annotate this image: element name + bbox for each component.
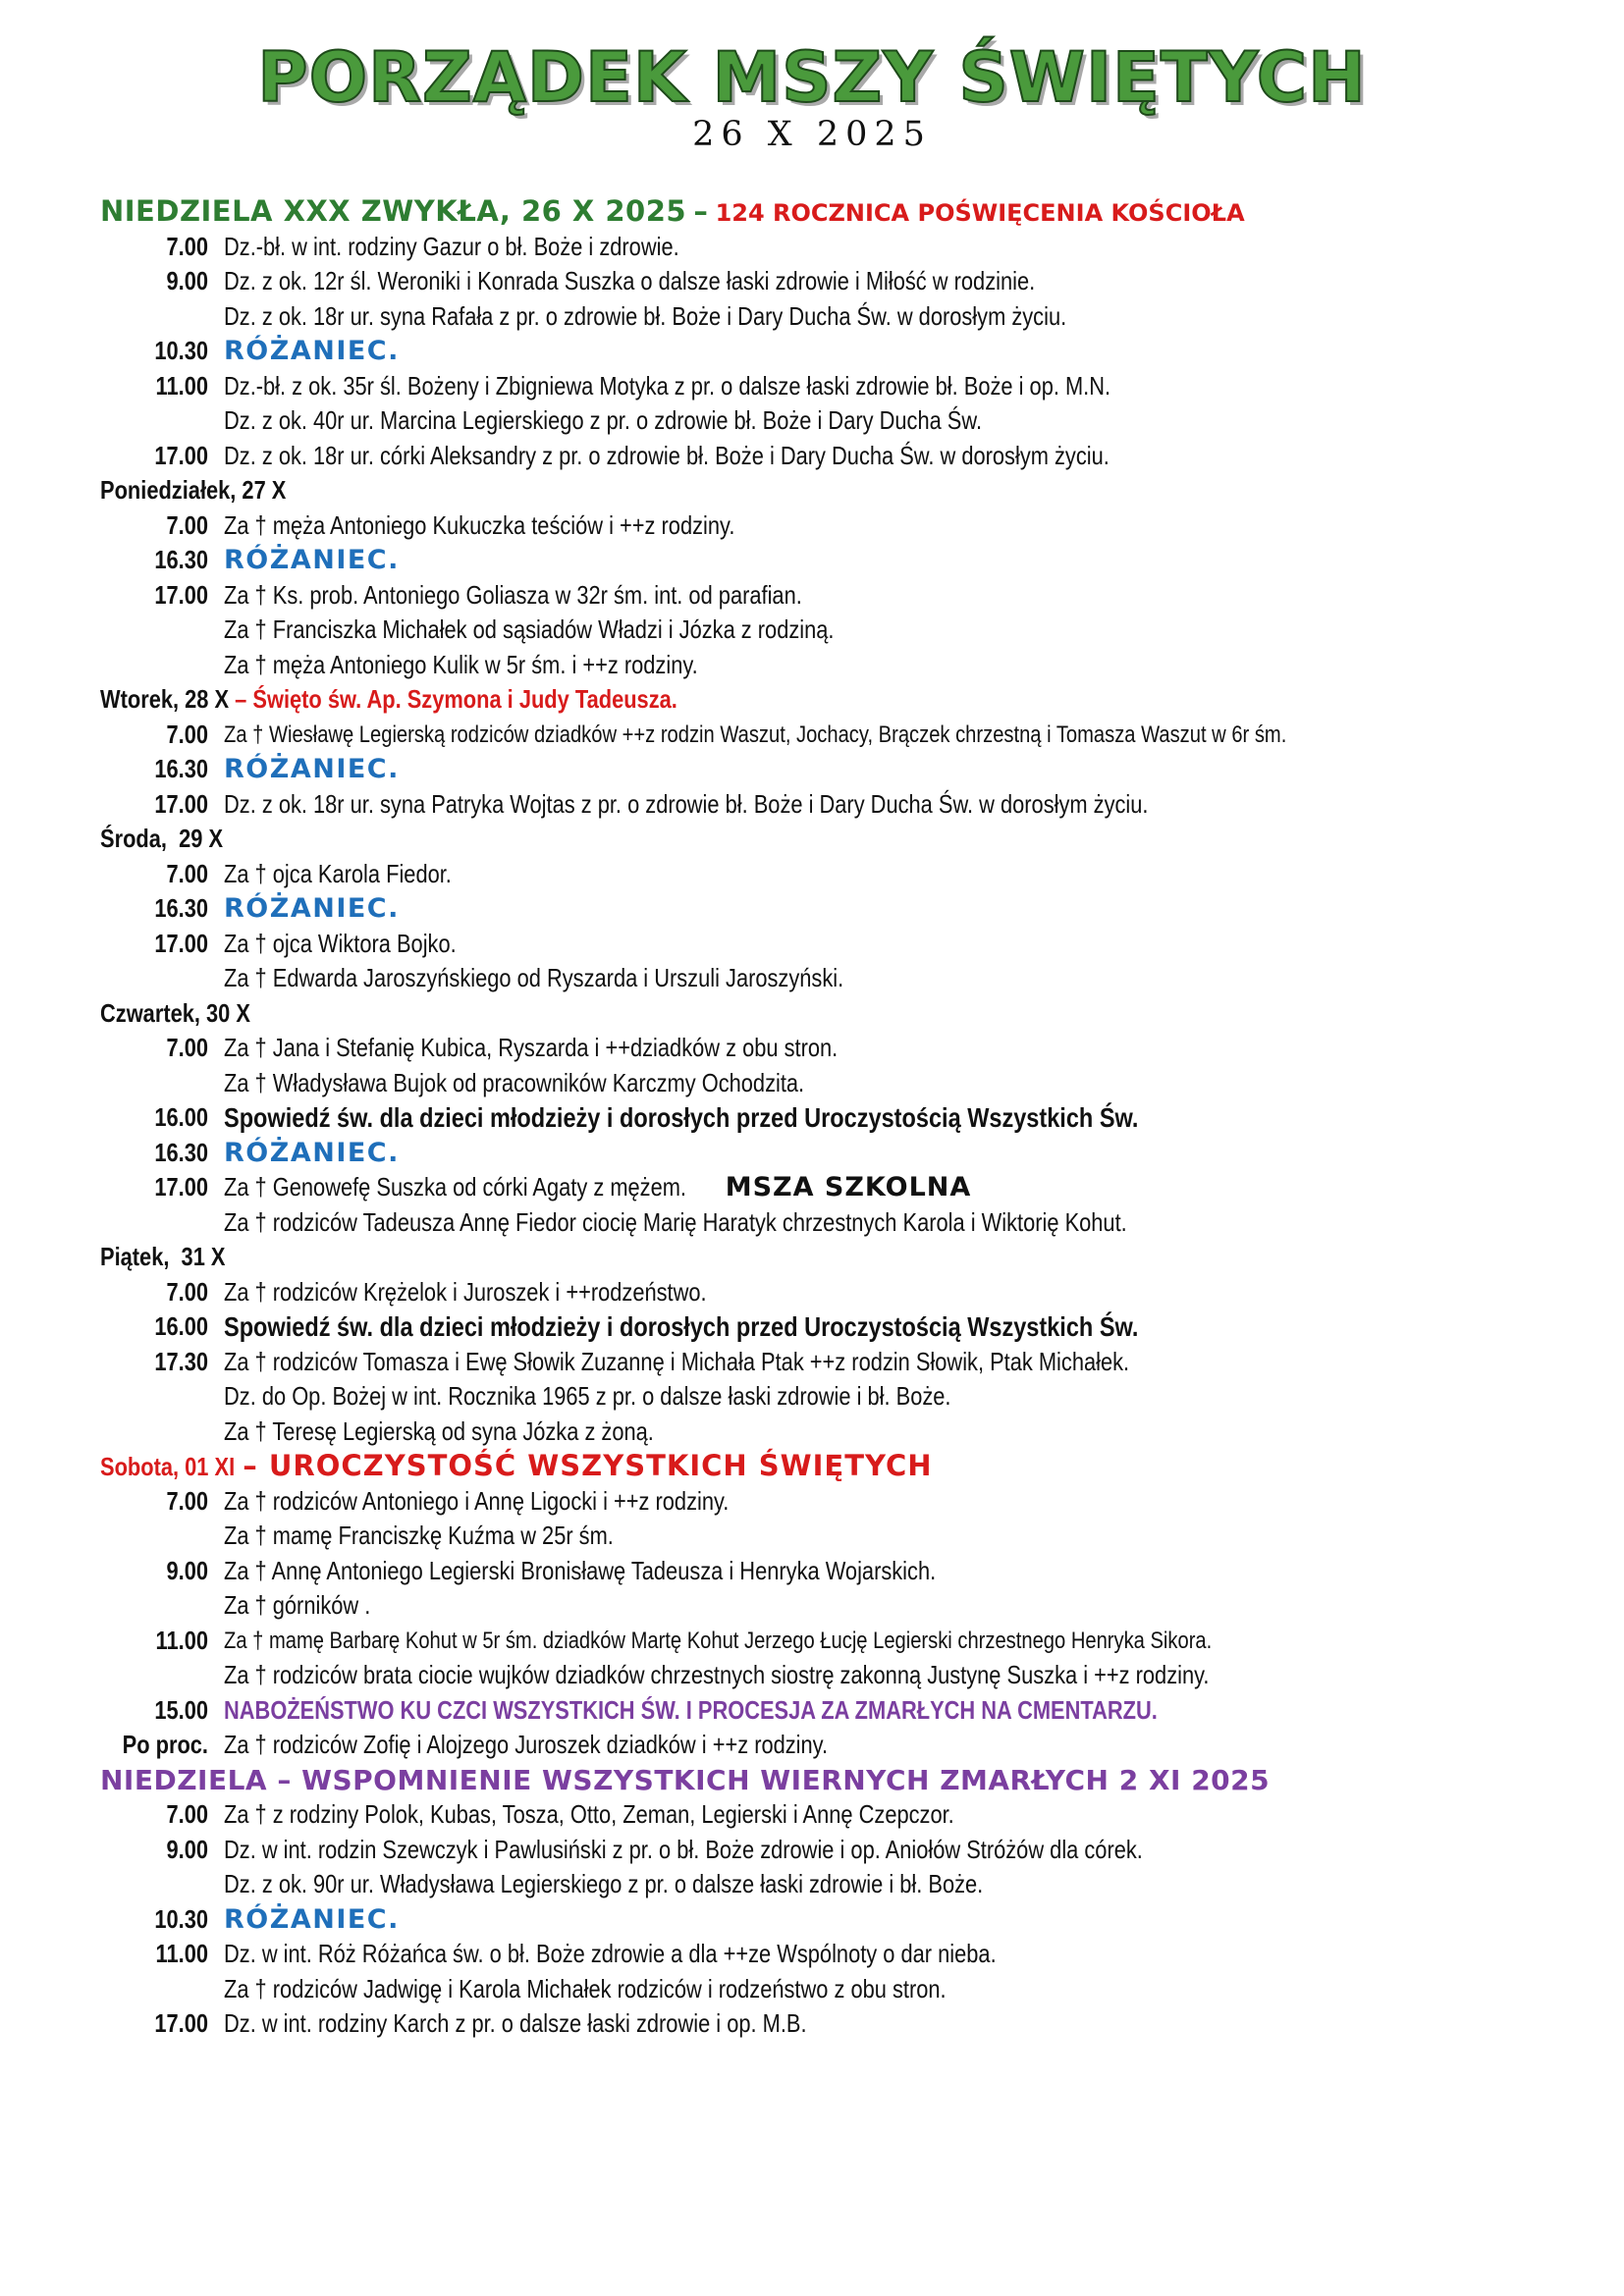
day-title: Czwartek, 30 X <box>100 997 250 1028</box>
mass-time: 16.30 <box>154 1137 208 1167</box>
mass-entry <box>0 1170 1624 1205</box>
mass-intention: Za † rodziców Krężelok i Juroszek i ++rodzeństwo. <box>224 1276 707 1307</box>
mass-entry <box>0 613 1624 648</box>
day-title: Środa, 29 X <box>100 824 224 853</box>
page-date: 26 X 2025 <box>692 115 932 154</box>
mass-intention: Dz. w int. rodzin Szewczyk i Pawlusiński z pr. o bł. Boże zdrowie i op. Aniołów Stróżów dla córek. <box>224 1834 1143 1864</box>
mass-entry <box>0 1345 1624 1380</box>
mass-time: 16.30 <box>154 545 208 574</box>
day-header-sunday-2 <box>0 1763 1624 1798</box>
mass-time: 7.00 <box>166 1276 208 1307</box>
rosary-entry <box>0 891 1624 927</box>
mass-time: 7.00 <box>166 509 208 540</box>
mass-entry <box>0 961 1624 996</box>
mass-entry <box>0 403 1624 439</box>
page-title: PORZĄDEK MSZY ŚWIĘTYCH <box>257 37 1367 118</box>
feast-note: – Święto św. Ap. Szymona i Judy Tadeusza. <box>235 684 677 714</box>
mass-intention: Dz. z ok. 18r ur. syna Rafała z pr. o zdrowie bł. Boże i Dary Ducha Św. w dorosłym życiu. <box>224 300 1067 331</box>
day-title: Piątek, 31 X <box>100 1242 226 1271</box>
mass-entry <box>0 1624 1624 1659</box>
mass-entry <box>0 1937 1624 1972</box>
solemnity-title: – UROCZYSTOŚĆ WSZYSTKICH ŚWIĘTYCH <box>243 1449 933 1482</box>
mass-time: 16.00 <box>154 1102 208 1132</box>
mass-time: 10.30 <box>154 1903 208 1934</box>
rosary-entry <box>0 1902 1624 1938</box>
mass-time: 9.00 <box>166 266 208 295</box>
mass-schedule <box>0 194 1624 2042</box>
rosary-label: RÓŻANIEC. <box>224 1903 400 1935</box>
mass-time: 11.00 <box>155 370 208 400</box>
anniversary-note: 124 ROCZNICA POŚWIĘCENIA KOŚCIOŁA <box>715 199 1245 227</box>
mass-intention: Dz. z ok. 90r ur. Władysława Legierskiego z pr. o dalsze łaski zdrowie i bł. Boże. <box>224 1869 984 1898</box>
day-header-sunday-26 <box>0 194 1624 230</box>
procession-entry <box>0 1693 1624 1729</box>
mass-intention: Za † Jana i Stefanię Kubica, Ryszarda i ++dziadków z obu stron. <box>224 1033 839 1062</box>
mass-intention: Za † rodziców Tadeusza Annę Fiedor ciocię Marię Haratyk chrzestnych Karola i Wiktorię Kohut. <box>224 1206 1127 1237</box>
mass-time: 7.00 <box>166 231 208 261</box>
mass-time: 11.00 <box>155 1625 208 1655</box>
mass-entry <box>0 1031 1624 1066</box>
confession-entry <box>0 1309 1624 1345</box>
mass-intention: Za † Edwarda Jaroszyńskiego od Ryszarda i Urszuli Jaroszyński. <box>224 963 844 992</box>
day-header-wednesday <box>0 822 1624 857</box>
mass-entry <box>0 230 1624 265</box>
rosary-label: RÓŻANIEC. <box>224 1137 400 1168</box>
mass-intention: Za † z rodziny Polok, Kubas, Tosza, Otto, Zeman, Legierski i Annę Czepczor. <box>224 1799 954 1829</box>
mass-entry <box>0 578 1624 614</box>
mass-entry <box>0 1205 1624 1241</box>
mass-intention: Za † rodziców Zofię i Alojzego Juroszek dziadków i ++z rodziny. <box>224 1730 829 1759</box>
day-header-tuesday <box>0 682 1624 718</box>
mass-intention: Za † rodziców Tomasza i Ewę Słowik Zuzannę i Michała Ptak ++z rodzin Słowik, Ptak Michałek. <box>224 1346 1130 1376</box>
mass-entry <box>0 1728 1624 1763</box>
mass-time: 9.00 <box>166 1555 208 1585</box>
mass-entry <box>0 264 1624 299</box>
school-mass-label: MSZA SZKOLNA <box>725 1172 972 1202</box>
mass-intention: Za † rodziców Jadwigę i Karola Michałek rodziców i rodzeństwo z obu stron. <box>224 1973 947 2003</box>
mass-intention: Za † Genowefę Suszka od córki Agaty z mężem. <box>224 1172 686 1201</box>
mass-time: 17.00 <box>154 788 208 819</box>
day-title: NIEDZIELA XXX ZWYKŁA, 26 X 2025 <box>100 194 687 228</box>
rosary-entry <box>0 752 1624 787</box>
mass-intention: Za † Władysława Bujok od pracowników Karczmy Ochodzita. <box>224 1067 805 1097</box>
day-header-monday <box>0 473 1624 508</box>
mass-intention: Dz. z ok. 18r ur. syna Patryka Wojtas z pr. o zdrowie bł. Boże i Dary Ducha Św. w dorosłym życiu. <box>224 788 1149 819</box>
mass-entry <box>0 1658 1624 1693</box>
mass-entry <box>0 1972 1624 2007</box>
mass-time: 7.00 <box>166 858 208 888</box>
mass-entry <box>0 1415 1624 1450</box>
day-title: NIEDZIELA – WSPOMNIENIE WSZYSTKICH WIERNYCH ZMARŁYCH 2 XI 2025 <box>100 1763 1271 1796</box>
mass-entry <box>0 439 1624 474</box>
mass-intention: Dz.-bł. z ok. 35r śl. Bożeny i Zbigniewa Motyka z pr. o dalsze łaski zdrowie bł. Boże i op. M.N. <box>224 370 1111 400</box>
rosary-label: RÓŻANIEC. <box>224 336 400 366</box>
mass-entry <box>0 1833 1624 1868</box>
mass-intention: Za † mamę Franciszkę Kuźma w 25r śm. <box>224 1521 614 1550</box>
mass-intention: Za † męża Antoniego Kulik w 5r śm. i ++z rodziny. <box>224 649 698 679</box>
mass-intention: Dz. w int. rodziny Karch z pr. o dalsze łaski zdrowie i op. M.B. <box>224 2008 807 2038</box>
mass-time: 16.30 <box>154 754 208 783</box>
mass-time: 17.00 <box>154 928 208 958</box>
confession-entry <box>0 1100 1624 1136</box>
mass-entry <box>0 1867 1624 1902</box>
mass-entry <box>0 857 1624 892</box>
mass-intention: Za † męża Antoniego Kukuczka teściów i ++z rodziny. <box>224 509 735 540</box>
mass-time: 10.30 <box>154 336 208 365</box>
mass-entry <box>0 1554 1624 1589</box>
mass-entry <box>0 648 1624 683</box>
mass-entry <box>0 718 1624 753</box>
mass-entry <box>0 508 1624 544</box>
mass-entry <box>0 927 1624 962</box>
procession-note: NABOŻEŃSTWO KU CZCI WSZYSTKICH ŚW. I PROCESJA ZA ZMARŁYCH NA CMENTARZU. <box>224 1694 1158 1725</box>
mass-intention: Dz.-bł. w int. rodziny Gazur o bł. Boże i zdrowie. <box>224 231 679 261</box>
mass-intention: Dz. do Op. Bożej w int. Rocznika 1965 z pr. o dalsze łaski zdrowie i bł. Boże. <box>224 1381 951 1411</box>
mass-intention: Dz. z ok. 18r ur. córki Aleksandry z pr. o zdrowie bł. Boże i Dary Ducha Św. w dorosłym życiu. <box>224 440 1110 470</box>
mass-intention: Za † rodziców brata ciocie wujków dziadków chrzestnych siostrę zakonną Justynę Suszka i ++z rodziny. <box>224 1660 1210 1689</box>
mass-entry <box>0 299 1624 335</box>
mass-intention: Dz. w int. Róż Różańca św. o bł. Boże zdrowie a dla ++ze Wspólnoty o dar nieba. <box>224 1939 997 1968</box>
mass-time: 9.00 <box>166 1834 208 1864</box>
mass-time: 7.00 <box>166 1485 208 1516</box>
mass-intention: Za † Annę Antoniego Legierski Bronisławę Tadeusza i Henryka Wojarskich. <box>224 1555 937 1585</box>
mass-entry <box>0 1519 1624 1554</box>
mass-intention: Za † rodziców Antoniego i Annę Ligocki i ++z rodziny. <box>224 1485 730 1516</box>
mass-time: 17.00 <box>154 2008 208 2038</box>
mass-time: 15.00 <box>154 1694 208 1725</box>
mass-intention: Za † Ks. prob. Antoniego Goliasza w 32r śm. int. od parafian. <box>224 579 802 610</box>
day-header-saturday <box>0 1449 1624 1484</box>
dash: – <box>693 194 709 228</box>
day-header-thursday <box>0 996 1624 1032</box>
mass-time: 7.00 <box>166 719 208 749</box>
mass-time: 17.30 <box>154 1346 208 1376</box>
mass-intention: Dz. z ok. 40r ur. Marcina Legierskiego z pr. o zdrowie bł. Boże i Dary Ducha Św. <box>224 405 983 435</box>
mass-entry <box>0 1066 1624 1101</box>
day-title: Poniedziałek, 27 X <box>100 475 287 505</box>
mass-time: 7.00 <box>166 1033 208 1062</box>
mass-intention: Za † górników . <box>224 1590 371 1620</box>
mass-time: 17.00 <box>154 440 208 470</box>
confession-note: Spowiedź św. dla dzieci młodzieży i dorosłych przed Uroczystością Wszystkich Św. <box>224 1102 1139 1133</box>
rosary-label: RÓŻANIEC. <box>224 545 400 575</box>
rosary-entry <box>0 543 1624 578</box>
mass-entry <box>0 2006 1624 2042</box>
mass-intention: Dz. z ok. 12r śl. Weroniki i Konrada Suszka o dalsze łaski zdrowie i Miłość w rodzinie. <box>224 266 1036 295</box>
mass-entry <box>0 1588 1624 1624</box>
mass-intention: Za † Teresę Legierską od syna Józka z żoną. <box>224 1415 654 1446</box>
day-title: Wtorek, 28 X <box>100 684 230 714</box>
rosary-label: RÓŻANIEC. <box>224 754 400 784</box>
mass-time: 7.00 <box>166 1799 208 1829</box>
mass-time: 17.00 <box>154 1172 208 1201</box>
mass-entry <box>0 787 1624 823</box>
rosary-entry <box>0 1136 1624 1171</box>
mass-time: 17.00 <box>154 579 208 610</box>
confession-note: Spowiedź św. dla dzieci młodzieży i dorosłych przed Uroczystością Wszystkich Św. <box>224 1311 1139 1342</box>
mass-time: Po proc. <box>122 1730 208 1759</box>
mass-entry <box>0 1379 1624 1415</box>
mass-time: 16.00 <box>154 1311 208 1341</box>
mass-entry <box>0 1484 1624 1520</box>
rosary-entry <box>0 334 1624 369</box>
day-header-friday <box>0 1240 1624 1275</box>
mass-intention: Za † Wiesławę Legierską rodziców dziadków ++z rodzin Waszut, Jochacy, Brączek chrzestną i Tomasza Waszut w 6r śm. <box>224 721 1287 748</box>
mass-time: 11.00 <box>155 1939 208 1968</box>
mass-entry <box>0 369 1624 404</box>
day-title: Sobota, 01 XI <box>100 1452 236 1481</box>
mass-entry <box>0 1797 1624 1833</box>
mass-time: 16.30 <box>154 893 208 923</box>
rosary-label: RÓŻANIEC. <box>224 893 400 924</box>
mass-intention: Za † ojca Wiktora Bojko. <box>224 928 457 958</box>
mass-intention: Za † Franciszka Michałek od sąsiadów Władzi i Józka z rodziną. <box>224 614 835 644</box>
mass-intention: Za † ojca Karola Fiedor. <box>224 858 452 888</box>
mass-intention: Za † mamę Barbarę Kohut w 5r śm. dziadków Martę Kohut Jerzego Łucję Legierski chrzestnego Henryka Sikora. <box>224 1627 1213 1654</box>
mass-entry <box>0 1275 1624 1310</box>
